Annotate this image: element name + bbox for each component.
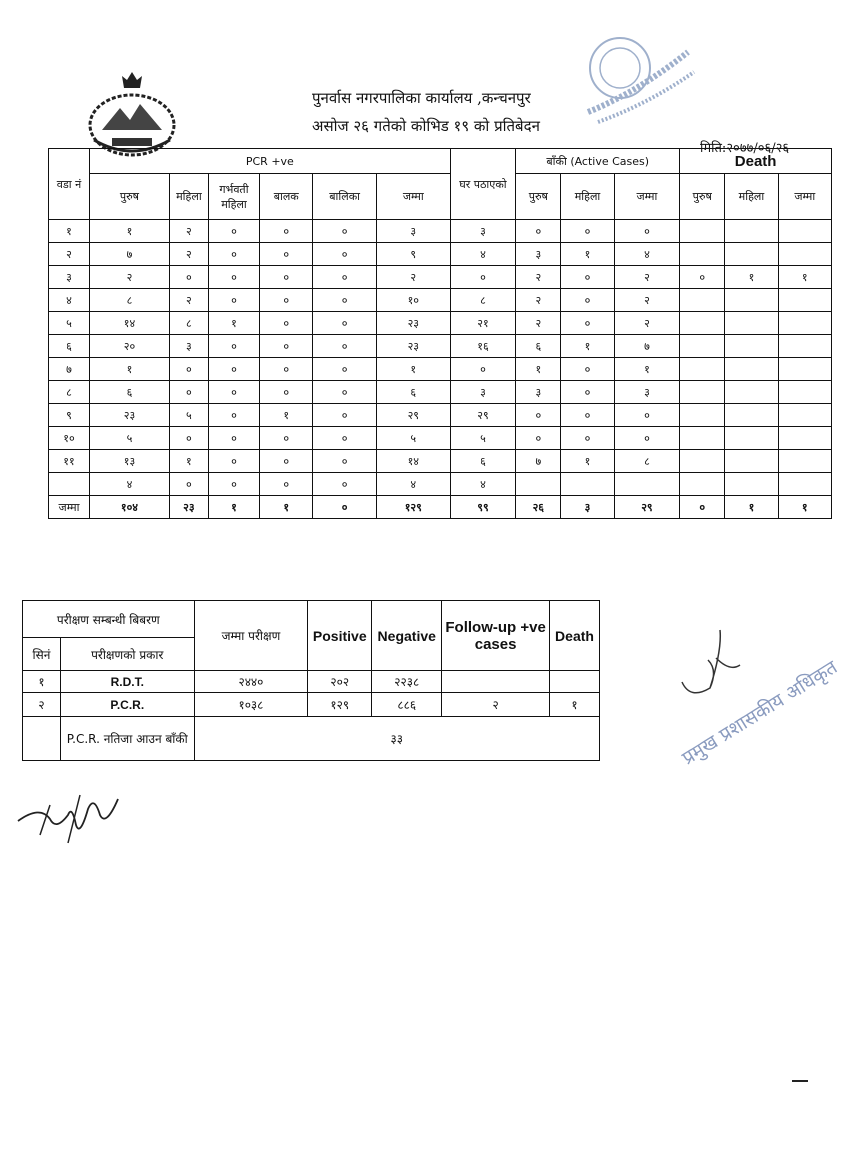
pcr-header: PCR +ve bbox=[89, 149, 450, 174]
table-cell: ३ bbox=[376, 220, 450, 243]
table-cell: ० bbox=[169, 473, 208, 496]
total-cell: १ bbox=[208, 496, 259, 519]
total-cell: ३ bbox=[561, 496, 614, 519]
table-cell: ० bbox=[313, 220, 377, 243]
table-cell: १ bbox=[561, 335, 614, 358]
table-cell: ० bbox=[208, 427, 259, 450]
positive-cell: १२९ bbox=[308, 693, 372, 717]
total-cell: १ bbox=[260, 496, 313, 519]
total-cell: २९ bbox=[614, 496, 680, 519]
table-cell: ० bbox=[208, 243, 259, 266]
table-cell: ३ bbox=[169, 335, 208, 358]
table-cell bbox=[778, 358, 831, 381]
ward-number-cell: २ bbox=[49, 243, 90, 266]
table-cell: २३ bbox=[376, 312, 450, 335]
sn-header: सिनं bbox=[23, 638, 61, 671]
table-cell: ० bbox=[313, 289, 377, 312]
table-cell: ४ bbox=[614, 243, 680, 266]
table-row bbox=[49, 381, 832, 404]
table-row bbox=[49, 289, 832, 312]
sn-cell: २ bbox=[23, 693, 61, 717]
table-cell: ० bbox=[169, 427, 208, 450]
table-cell: २९ bbox=[376, 404, 450, 427]
table-cell: ० bbox=[313, 381, 377, 404]
table-cell: ० bbox=[260, 289, 313, 312]
table-cell: ० bbox=[516, 404, 561, 427]
table-cell: ६ bbox=[376, 381, 450, 404]
table-cell: १ bbox=[260, 404, 313, 427]
table-cell: १ bbox=[778, 266, 831, 289]
table-cell: ८ bbox=[450, 289, 516, 312]
table-cell bbox=[778, 289, 831, 312]
table-cell: ० bbox=[260, 243, 313, 266]
table-cell: ० bbox=[450, 266, 516, 289]
test-type-cell: R.D.T. bbox=[60, 671, 194, 693]
table-cell bbox=[725, 381, 778, 404]
table-cell: ० bbox=[561, 289, 614, 312]
table-cell: ७ bbox=[614, 335, 680, 358]
table-cell: २ bbox=[169, 289, 208, 312]
table-cell: ५ bbox=[376, 427, 450, 450]
table-cell bbox=[778, 220, 831, 243]
table-cell: ० bbox=[208, 450, 259, 473]
table-cell: १ bbox=[725, 266, 778, 289]
table-cell: १ bbox=[516, 358, 561, 381]
table-cell: ३ bbox=[450, 381, 516, 404]
table-cell: ४ bbox=[450, 243, 516, 266]
table-row bbox=[49, 358, 832, 381]
table-cell: ६ bbox=[450, 450, 516, 473]
officer-stamp-signature bbox=[650, 610, 842, 770]
table-cell bbox=[680, 473, 725, 496]
table-cell: ० bbox=[260, 312, 313, 335]
table-cell: ४ bbox=[450, 473, 516, 496]
table-cell: ० bbox=[260, 220, 313, 243]
table-cell: ० bbox=[169, 266, 208, 289]
pcr-pregnant-header: गर्भवती महिला bbox=[208, 174, 259, 220]
table-cell: २३ bbox=[376, 335, 450, 358]
table-cell: ० bbox=[313, 404, 377, 427]
page-mark bbox=[792, 1080, 808, 1082]
ward-number-cell: ९ bbox=[49, 404, 90, 427]
table-cell: ० bbox=[561, 220, 614, 243]
table-cell bbox=[725, 450, 778, 473]
negative-cell: २२३८ bbox=[372, 671, 442, 693]
table-cell: ० bbox=[561, 404, 614, 427]
table-cell: १ bbox=[561, 450, 614, 473]
table-cell bbox=[725, 473, 778, 496]
table-cell bbox=[778, 312, 831, 335]
table-cell: ९ bbox=[376, 243, 450, 266]
positive-header: Positive bbox=[308, 601, 372, 671]
table-cell: ५ bbox=[169, 404, 208, 427]
table-cell: ६ bbox=[516, 335, 561, 358]
table-cell: ० bbox=[208, 473, 259, 496]
nepal-emblem-logo bbox=[82, 70, 182, 160]
table-cell: ० bbox=[313, 358, 377, 381]
table-cell: ० bbox=[260, 335, 313, 358]
table-cell: ० bbox=[561, 381, 614, 404]
table-cell bbox=[680, 289, 725, 312]
table-row bbox=[23, 693, 600, 717]
table-cell: २९ bbox=[450, 404, 516, 427]
table-cell: ० bbox=[208, 266, 259, 289]
table-cell: २ bbox=[516, 312, 561, 335]
table-cell: ० bbox=[680, 266, 725, 289]
table-cell: २१ bbox=[450, 312, 516, 335]
table-cell: ४ bbox=[89, 473, 169, 496]
report-date: मिति:२०७७/०६/२६ bbox=[700, 141, 790, 156]
table-row bbox=[23, 671, 600, 693]
ward-number-cell: ११ bbox=[49, 450, 90, 473]
table-cell: ० bbox=[208, 335, 259, 358]
table-row bbox=[49, 450, 832, 473]
table-cell: ४ bbox=[376, 473, 450, 496]
table-cell bbox=[725, 427, 778, 450]
pcr-total-header: जम्मा bbox=[376, 174, 450, 220]
table-cell: ० bbox=[516, 427, 561, 450]
ward-header: वडा नं bbox=[49, 149, 90, 220]
followup-header: Follow-up +ve cases bbox=[442, 601, 550, 671]
totals-label: जम्मा bbox=[49, 496, 90, 519]
table-cell: १ bbox=[376, 358, 450, 381]
table-cell bbox=[725, 404, 778, 427]
active-cases-header: बाँकी (Active Cases) bbox=[516, 149, 680, 174]
table-cell: ० bbox=[169, 381, 208, 404]
signature-mark bbox=[10, 775, 125, 860]
ward-number-cell: ७ bbox=[49, 358, 90, 381]
table-cell: १ bbox=[561, 243, 614, 266]
table-cell bbox=[778, 243, 831, 266]
table-cell: २० bbox=[89, 335, 169, 358]
table-row bbox=[23, 717, 600, 761]
table-cell bbox=[680, 404, 725, 427]
office-seal-stamp bbox=[568, 22, 696, 132]
table-cell: ० bbox=[260, 473, 313, 496]
table-cell bbox=[778, 427, 831, 450]
table-cell bbox=[725, 358, 778, 381]
table-cell bbox=[725, 243, 778, 266]
table-cell: ० bbox=[208, 381, 259, 404]
table-row bbox=[49, 427, 832, 450]
table-cell: ० bbox=[260, 381, 313, 404]
total-cell: ० bbox=[680, 496, 725, 519]
table-cell: ० bbox=[208, 220, 259, 243]
table-cell: ० bbox=[313, 450, 377, 473]
table-cell: ० bbox=[313, 473, 377, 496]
table-row bbox=[49, 220, 832, 243]
table-cell: ० bbox=[614, 220, 680, 243]
table-cell: ० bbox=[313, 335, 377, 358]
table-cell bbox=[680, 450, 725, 473]
ward-number-cell: ५ bbox=[49, 312, 90, 335]
total-cell: १ bbox=[725, 496, 778, 519]
table-cell: २ bbox=[614, 289, 680, 312]
report-title: असोज २६ गतेको कोभिड १९ को प्रतिबेदन bbox=[312, 117, 540, 135]
total-cell: २६ bbox=[516, 496, 561, 519]
table-cell: २ bbox=[169, 220, 208, 243]
total-cell: ९९ bbox=[450, 496, 516, 519]
table-cell: १ bbox=[89, 220, 169, 243]
table-cell bbox=[725, 335, 778, 358]
ward-number-cell: ८ bbox=[49, 381, 90, 404]
table-cell: ८ bbox=[614, 450, 680, 473]
table-cell: ० bbox=[614, 404, 680, 427]
death-cell: १ bbox=[550, 693, 600, 717]
table-cell: ० bbox=[614, 427, 680, 450]
ward-number-cell: ४ bbox=[49, 289, 90, 312]
table-cell bbox=[680, 381, 725, 404]
table-cell: २ bbox=[169, 243, 208, 266]
total-cell: १०४ bbox=[89, 496, 169, 519]
table-cell bbox=[561, 473, 614, 496]
table-cell: ० bbox=[260, 358, 313, 381]
death-cell bbox=[550, 671, 600, 693]
table-cell bbox=[778, 473, 831, 496]
table-cell: ३ bbox=[516, 381, 561, 404]
ward-number-cell: १ bbox=[49, 220, 90, 243]
table-cell: २ bbox=[516, 289, 561, 312]
total-cell: १२९ bbox=[376, 496, 450, 519]
table-cell: ० bbox=[516, 220, 561, 243]
table-cell bbox=[778, 450, 831, 473]
table-cell: ७ bbox=[89, 243, 169, 266]
testing-summary-table bbox=[22, 600, 600, 761]
table-cell: ३ bbox=[516, 243, 561, 266]
active-female-header: महिला bbox=[561, 174, 614, 220]
table-cell: ० bbox=[260, 450, 313, 473]
pending-label: P.C.R. नतिजा आउन बाँकी bbox=[60, 717, 194, 761]
table-row bbox=[49, 404, 832, 427]
summary-title: परीक्षण सम्बन्धी बिबरण bbox=[23, 601, 195, 638]
table-cell bbox=[680, 358, 725, 381]
table-cell: ० bbox=[313, 243, 377, 266]
summary-death-header: Death bbox=[550, 601, 600, 671]
table-cell: ० bbox=[450, 358, 516, 381]
table-cell: ० bbox=[208, 289, 259, 312]
table-cell: ० bbox=[561, 312, 614, 335]
ward-number-cell: १० bbox=[49, 427, 90, 450]
test-type-cell: P.C.R. bbox=[60, 693, 194, 717]
table-cell: २३ bbox=[89, 404, 169, 427]
table-cell: ६ bbox=[89, 381, 169, 404]
table-cell: ८ bbox=[89, 289, 169, 312]
table-cell: १ bbox=[208, 312, 259, 335]
totals-row bbox=[49, 496, 832, 519]
table-cell: १ bbox=[169, 450, 208, 473]
total-tests-header: जम्मा परीक्षण bbox=[194, 601, 308, 671]
negative-cell: ८८६ bbox=[372, 693, 442, 717]
table-cell bbox=[778, 381, 831, 404]
table-cell bbox=[725, 289, 778, 312]
table-row bbox=[49, 473, 832, 496]
table-cell: १६ bbox=[450, 335, 516, 358]
table-cell: १० bbox=[376, 289, 450, 312]
table-cell bbox=[680, 243, 725, 266]
table-cell bbox=[680, 220, 725, 243]
table-cell: ० bbox=[208, 358, 259, 381]
total-tests-cell: २४४० bbox=[194, 671, 308, 693]
pcr-boy-header: बालक bbox=[260, 174, 313, 220]
table-cell: ० bbox=[561, 427, 614, 450]
test-type-header: परीक्षणको प्रकार bbox=[60, 638, 194, 671]
table-cell: ० bbox=[313, 427, 377, 450]
followup-cell: २ bbox=[442, 693, 550, 717]
pcr-female-header: महिला bbox=[169, 174, 208, 220]
positive-cell: २०२ bbox=[308, 671, 372, 693]
sn-cell: १ bbox=[23, 671, 61, 693]
pending-value: ३३ bbox=[194, 717, 599, 761]
table-cell: १ bbox=[614, 358, 680, 381]
table-cell: २ bbox=[614, 312, 680, 335]
table-row bbox=[49, 312, 832, 335]
table-cell: ० bbox=[208, 404, 259, 427]
pcr-girl-header: बालिका bbox=[313, 174, 377, 220]
officer-stamp-text: प्रमुख प्रशासकीय अधिकृत bbox=[678, 656, 842, 770]
table-cell bbox=[725, 312, 778, 335]
table-cell: ० bbox=[313, 266, 377, 289]
table-row bbox=[49, 266, 832, 289]
table-cell bbox=[725, 220, 778, 243]
table-cell: ५ bbox=[89, 427, 169, 450]
table-cell: ० bbox=[313, 312, 377, 335]
death-total-header: जम्मा bbox=[778, 174, 831, 220]
table-cell bbox=[778, 404, 831, 427]
ward-number-cell bbox=[49, 473, 90, 496]
ward-number-cell: ३ bbox=[49, 266, 90, 289]
table-cell: ८ bbox=[169, 312, 208, 335]
table-cell: ० bbox=[561, 358, 614, 381]
negative-header: Negative bbox=[372, 601, 442, 671]
total-cell: ० bbox=[313, 496, 377, 519]
table-cell: ३ bbox=[450, 220, 516, 243]
followup-cell bbox=[442, 671, 550, 693]
table-cell: ० bbox=[561, 266, 614, 289]
table-cell bbox=[680, 427, 725, 450]
table-row bbox=[49, 243, 832, 266]
total-cell: १ bbox=[778, 496, 831, 519]
sent-home-header: घर पठाएको bbox=[450, 149, 516, 220]
table-cell bbox=[778, 335, 831, 358]
table-cell bbox=[680, 312, 725, 335]
total-cell: २३ bbox=[169, 496, 208, 519]
table-cell bbox=[516, 473, 561, 496]
total-tests-cell: १०३८ bbox=[194, 693, 308, 717]
covid-ward-table bbox=[48, 148, 832, 519]
table-cell: १४ bbox=[376, 450, 450, 473]
table-cell: २ bbox=[614, 266, 680, 289]
table-cell: ५ bbox=[450, 427, 516, 450]
death-header: Death bbox=[680, 149, 832, 174]
death-female-header: महिला bbox=[725, 174, 778, 220]
active-male-header: पुरुष bbox=[516, 174, 561, 220]
pcr-male-header: पुरुष bbox=[89, 174, 169, 220]
table-cell: ० bbox=[260, 266, 313, 289]
ward-number-cell: ६ bbox=[49, 335, 90, 358]
table-row bbox=[49, 335, 832, 358]
table-cell bbox=[614, 473, 680, 496]
table-cell: ३ bbox=[614, 381, 680, 404]
table-cell: २ bbox=[516, 266, 561, 289]
table-cell bbox=[680, 335, 725, 358]
office-title: पुनर्वास नगरपालिका कार्यालय ,कन्चनपुर bbox=[312, 89, 531, 107]
table-cell: ० bbox=[169, 358, 208, 381]
table-cell: १ bbox=[89, 358, 169, 381]
table-cell: ७ bbox=[516, 450, 561, 473]
table-cell: १४ bbox=[89, 312, 169, 335]
death-male-header: पुरुष bbox=[680, 174, 725, 220]
active-total-header: जम्मा bbox=[614, 174, 680, 220]
table-cell: ० bbox=[260, 427, 313, 450]
sn-cell bbox=[23, 717, 61, 761]
table-cell: १३ bbox=[89, 450, 169, 473]
table-cell: २ bbox=[89, 266, 169, 289]
table-cell: २ bbox=[376, 266, 450, 289]
